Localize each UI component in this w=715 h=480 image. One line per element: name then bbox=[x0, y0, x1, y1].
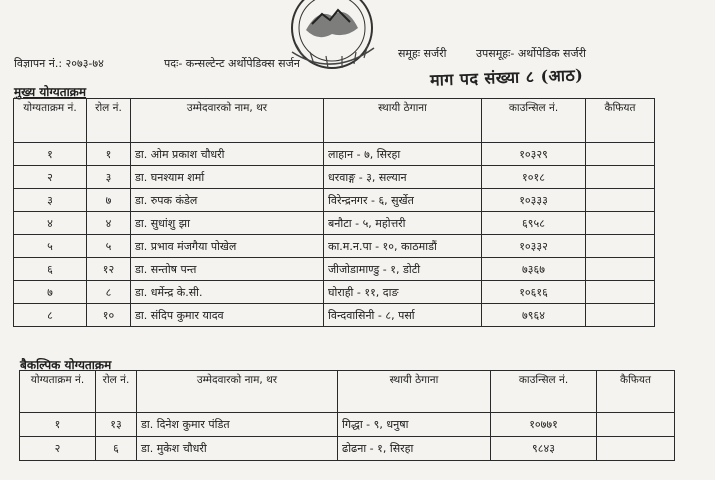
group-field: समूहः सर्जरी bbox=[398, 47, 447, 60]
name-cell: डा. संदिप कुमार यादव bbox=[131, 304, 324, 327]
remarks-cell bbox=[586, 212, 655, 235]
rank-cell: ६ bbox=[14, 258, 87, 281]
column-header-address: स्थायी ठेगाना bbox=[324, 99, 482, 143]
address-cell: लाहान - ७, सिरहा bbox=[324, 143, 482, 166]
council-cell: १०३३२ bbox=[482, 235, 586, 258]
council-cell: ७९६४ bbox=[482, 304, 586, 327]
rank-cell: ४ bbox=[14, 212, 87, 235]
column-header-rank: योग्यताक्रम नं. bbox=[14, 99, 87, 143]
table-row bbox=[14, 166, 655, 189]
name-cell: डा. ओम प्रकाश चौधरी bbox=[131, 143, 324, 166]
address-cell: विन्दवासिनी - ८, पर्सा bbox=[324, 304, 482, 327]
rank-cell: २ bbox=[14, 166, 87, 189]
table-row bbox=[20, 437, 675, 461]
column-header-remarks: कैफियत bbox=[597, 371, 675, 413]
roll-cell: १० bbox=[87, 304, 131, 327]
rank-cell: १ bbox=[20, 413, 96, 437]
name-cell: डा. दिनेश कुमार पंडित bbox=[137, 413, 338, 437]
remarks-cell bbox=[586, 304, 655, 327]
remarks-cell bbox=[597, 413, 675, 437]
column-header-name: उम्मेदवारको नाम, थर bbox=[137, 371, 338, 413]
column-header-rank: योग्यताक्रम नं. bbox=[20, 371, 96, 413]
roll-cell: ७ bbox=[87, 189, 131, 212]
advertisement-number: विज्ञापन नं.: २०७३-७४ bbox=[14, 57, 104, 70]
remarks-cell bbox=[586, 166, 655, 189]
table-header-row bbox=[20, 371, 675, 413]
rank-cell: ३ bbox=[14, 189, 87, 212]
rank-cell: ८ bbox=[14, 304, 87, 327]
table-row bbox=[14, 281, 655, 304]
address-cell: बनौटा - ५, महोत्तरी bbox=[324, 212, 482, 235]
table-row bbox=[14, 212, 655, 235]
rank-cell: ५ bbox=[14, 235, 87, 258]
name-cell: डा. रुपक कंडेल bbox=[131, 189, 324, 212]
rank-cell: १ bbox=[14, 143, 87, 166]
roll-cell: १ bbox=[87, 143, 131, 166]
address-cell: घोराही - ११, दाङ bbox=[324, 281, 482, 304]
roll-cell: ६ bbox=[96, 437, 137, 461]
column-header-roll: रोल नं. bbox=[96, 371, 137, 413]
column-header-council: काउन्सिल नं. bbox=[491, 371, 597, 413]
rank-cell: ७ bbox=[14, 281, 87, 304]
remarks-cell bbox=[586, 143, 655, 166]
table-row bbox=[20, 413, 675, 437]
roll-cell: ८ bbox=[87, 281, 131, 304]
council-cell: ९८४३ bbox=[491, 437, 597, 461]
remarks-cell bbox=[586, 235, 655, 258]
roll-cell: ५ bbox=[87, 235, 131, 258]
post-title: पदः- कन्सल्टेन्ट अर्थोपेडिक्स सर्जन bbox=[164, 57, 300, 70]
table-row bbox=[14, 304, 655, 327]
council-cell: १०७७१ bbox=[491, 413, 597, 437]
column-header-roll: रोल नं. bbox=[87, 99, 131, 143]
column-header-council: काउन्सिल नं. bbox=[482, 99, 586, 143]
roll-cell: १२ bbox=[87, 258, 131, 281]
alternate-merit-table bbox=[19, 370, 675, 461]
main-merit-list-title: मुख्य योग्यताक्रम bbox=[14, 85, 87, 99]
name-cell: डा. मुकेश चौधरी bbox=[137, 437, 338, 461]
column-header-remarks: कैफियत bbox=[586, 99, 655, 143]
roll-cell: १३ bbox=[96, 413, 137, 437]
main-merit-table bbox=[13, 98, 655, 327]
rank-cell: २ bbox=[20, 437, 96, 461]
name-cell: डा. सुधांशु झा bbox=[131, 212, 324, 235]
table-row bbox=[14, 189, 655, 212]
name-cell: डा. घनश्याम शर्मा bbox=[131, 166, 324, 189]
address-cell: गिद्धा - ९, धनुषा bbox=[338, 413, 491, 437]
handwritten-demand-count: माग पद संख्या ८ (आठ) bbox=[429, 65, 584, 90]
council-cell: १०३३३ bbox=[482, 189, 586, 212]
roll-cell: ३ bbox=[87, 166, 131, 189]
address-cell: धरवाङ्ग - ३, सल्यान bbox=[324, 166, 482, 189]
address-cell: विरेन्द्रनगर - ६, सुर्खेत bbox=[324, 189, 482, 212]
column-header-address: स्थायी ठेगाना bbox=[338, 371, 491, 413]
address-cell: का.म.न.पा - १०, काठमाडौं bbox=[324, 235, 482, 258]
name-cell: डा. सन्तोष पन्त bbox=[131, 258, 324, 281]
remarks-cell bbox=[597, 437, 675, 461]
table-header-row bbox=[14, 99, 655, 143]
remarks-cell bbox=[586, 189, 655, 212]
subgroup-field: उपसमूहः- अर्थोपेडिक सर्जरी bbox=[476, 47, 586, 60]
table-row bbox=[14, 258, 655, 281]
address-cell: ढोढना - १, सिरहा bbox=[338, 437, 491, 461]
council-cell: १०३२९ bbox=[482, 143, 586, 166]
column-header-name: उम्मेदवारको नाम, थर bbox=[131, 99, 324, 143]
alternate-merit-list-title: बैकल्पिक योग्यताक्रम bbox=[20, 358, 112, 372]
council-cell: १०१८ bbox=[482, 166, 586, 189]
remarks-cell bbox=[586, 258, 655, 281]
table-row bbox=[14, 143, 655, 166]
name-cell: डा. प्रभाव मंजगैया पोखेल bbox=[131, 235, 324, 258]
council-cell: १०६१६ bbox=[482, 281, 586, 304]
name-cell: डा. धर्मेन्द्र के.सी. bbox=[131, 281, 324, 304]
remarks-cell bbox=[586, 281, 655, 304]
roll-cell: ४ bbox=[87, 212, 131, 235]
council-cell: ७३६७ bbox=[482, 258, 586, 281]
table-row bbox=[14, 235, 655, 258]
council-cell: ६९५८ bbox=[482, 212, 586, 235]
address-cell: जीजोडामाण्डु - १, डोटी bbox=[324, 258, 482, 281]
